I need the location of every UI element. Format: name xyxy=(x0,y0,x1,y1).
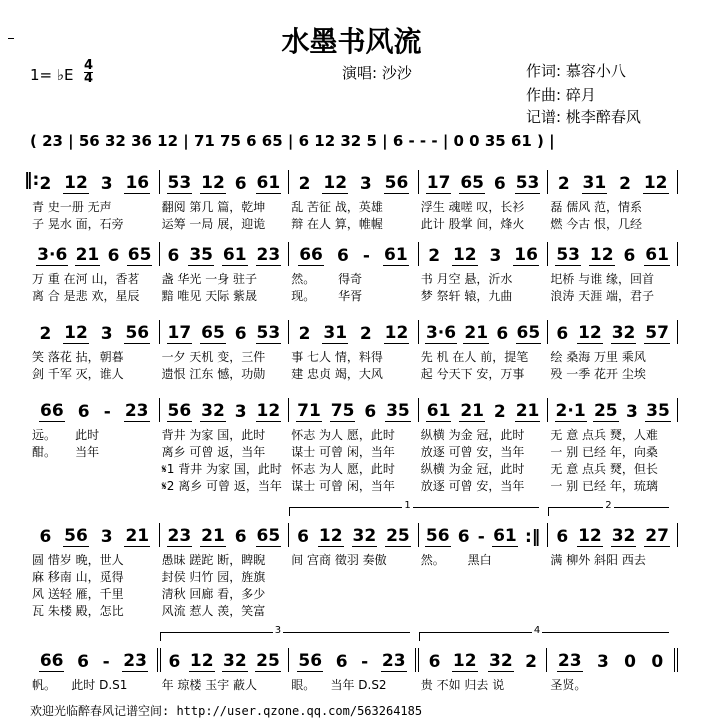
volta-number: 4 xyxy=(533,625,541,636)
lyric-cell: 笑 落花 拈，朝暮 xyxy=(32,350,124,364)
note: 32 xyxy=(611,323,636,343)
measure xyxy=(30,398,160,422)
note: 12 xyxy=(452,245,477,265)
composer-credit: 作曲: 碎月 xyxy=(526,86,596,104)
repeat-start-sign: ‖: xyxy=(24,170,40,190)
lyric-line xyxy=(30,585,678,602)
note: 6 xyxy=(77,652,89,672)
lyric-line xyxy=(30,676,678,693)
note: 17 xyxy=(426,173,451,193)
lyric-cell: 封侯 归竹 园，旌旗 xyxy=(161,570,266,584)
note: 21 xyxy=(515,401,540,421)
measure xyxy=(289,523,419,547)
time-signature xyxy=(84,60,93,85)
volta-number: 1 xyxy=(404,500,411,511)
note: 66 xyxy=(40,401,64,421)
note: 12 xyxy=(64,173,88,193)
score-system xyxy=(30,500,678,619)
note: 2 xyxy=(525,652,537,672)
lyric-cell: 一 别 已经 年，向桑 xyxy=(550,445,658,459)
note: 61 xyxy=(493,526,517,546)
volta-bracket xyxy=(160,625,410,641)
lyricist-credit: 作词: 慕容小八 xyxy=(526,62,626,80)
lyric-cell: 眼。 当年 D.S2 xyxy=(291,678,387,692)
note: 3 xyxy=(100,324,113,344)
lyric-cell: 遗恨 江东 憾，功勋 xyxy=(161,367,266,381)
measure xyxy=(548,398,678,422)
note: 32 xyxy=(223,651,247,671)
footer-link-text: 欢迎光临醉春风记谱空间: http://user.qzone.qq.com/563264185 xyxy=(30,704,423,718)
note: 3 xyxy=(234,402,247,422)
note: 6 xyxy=(428,652,441,672)
note: 2 xyxy=(557,174,570,194)
lyric-cell: 贵 不如 归去 说 xyxy=(420,678,505,692)
note: 12 xyxy=(578,526,602,546)
note: - xyxy=(361,652,369,672)
lyric-cell: 放逐 可曾 安，当年 xyxy=(420,445,525,459)
note: 6 xyxy=(167,246,180,266)
lyric-cell: 建 忠贞 竭，大风 xyxy=(291,367,383,381)
note: 25 xyxy=(256,651,280,671)
note: 32 xyxy=(489,651,513,671)
note: 56 xyxy=(425,526,450,546)
note: 23 xyxy=(381,651,406,671)
note: 3 xyxy=(625,402,638,422)
note: 56 xyxy=(64,526,88,546)
lyric-cell: 𝄋2 离乡 可曾 返，当年 xyxy=(161,479,282,493)
note: 12 xyxy=(201,173,225,193)
note: 12 xyxy=(256,401,281,421)
note: 61 xyxy=(222,245,247,265)
lyric-cell: 纵横 为金 冠，此时 xyxy=(420,462,525,476)
note: 57 xyxy=(645,323,669,343)
note: 35 xyxy=(189,245,213,265)
lyric-line xyxy=(30,460,678,477)
volta-bracket xyxy=(419,625,669,641)
note: 2 xyxy=(428,246,441,266)
lyric-cell: 梦 祭轩 辕，九曲 xyxy=(420,289,513,303)
lyric-line xyxy=(30,443,678,460)
note: 53 xyxy=(515,173,540,193)
measure xyxy=(160,242,290,266)
note: 0 xyxy=(651,652,664,672)
volta-number: 2 xyxy=(605,500,612,511)
volta-bracket xyxy=(289,500,539,516)
lyric-cell: 一 别 已经 年，琉璃 xyxy=(550,479,658,493)
measure xyxy=(289,242,419,266)
lyric-line xyxy=(30,348,678,365)
note: 21 xyxy=(201,526,225,546)
measure xyxy=(548,170,678,194)
measure xyxy=(30,242,160,266)
lyric-cell: 无 意 点兵 燹，但长 xyxy=(550,462,658,476)
lyric-cell: 燃 今古 恨，几经 xyxy=(550,217,643,231)
note: 6 xyxy=(335,652,348,672)
note: 3·6 xyxy=(425,323,457,343)
lyric-line xyxy=(30,426,678,443)
note: 0 xyxy=(624,652,637,672)
lyric-line xyxy=(30,198,678,215)
note: 2 xyxy=(298,174,311,194)
measure xyxy=(419,523,549,547)
note: 53 xyxy=(256,323,281,343)
measure xyxy=(160,398,290,422)
note: 12 xyxy=(318,526,343,546)
notes-row xyxy=(30,240,678,266)
note: 66 xyxy=(39,651,64,671)
note: 6 xyxy=(623,246,636,266)
measure xyxy=(419,242,549,266)
volta-bracket xyxy=(548,500,669,516)
lyric-cell: 瓦 朱楼 殿，怎比 xyxy=(32,604,124,618)
intro-line: ( 23 | 56 32 36 12 | 71 75 6 65 | 6 12 32 5 | 6 - - - | 0 0 35 61 ) | xyxy=(30,132,555,150)
note: 2 xyxy=(493,402,506,422)
lyric-cell: 剑 千军 灭，谁人 xyxy=(32,367,124,381)
lyric-cell: 子 晃水 面，石旁 xyxy=(32,217,124,231)
note: 6 xyxy=(168,652,181,672)
lyric-cell: 先 机 在人 前，提笔 xyxy=(420,350,529,364)
note: 32 xyxy=(611,526,636,546)
notes-row xyxy=(30,396,678,422)
note: 12 xyxy=(452,651,477,671)
notes-row xyxy=(30,521,678,547)
measure xyxy=(30,170,160,194)
note: 12 xyxy=(578,323,602,343)
note: 65 xyxy=(256,526,281,546)
note: 3·6 xyxy=(37,245,68,265)
note: 2 xyxy=(619,174,631,194)
note: 2 xyxy=(298,324,311,344)
score-system xyxy=(30,318,678,382)
volta-number: 3 xyxy=(274,625,282,636)
lyric-cell: 翻阅 第几 篇，乾坤 xyxy=(161,200,266,214)
lyric-cell: 𝄋1 背井 为家 国，此时 xyxy=(161,462,282,476)
note: 75 xyxy=(330,401,355,421)
note: 65 xyxy=(460,173,484,193)
note: 27 xyxy=(645,526,669,546)
measure xyxy=(160,320,290,344)
lyric-cell: 黯 唯见 天际 紫晟 xyxy=(161,289,258,303)
lyric-cell: 无 意 点兵 燹，人难 xyxy=(550,428,658,442)
note: 6 xyxy=(297,527,309,547)
measure xyxy=(160,523,290,547)
note: 65 xyxy=(201,323,225,343)
lyric-cell: 浪涛 天涯 端，君子 xyxy=(550,289,655,303)
lyric-cell: 谋士 可曾 闲，当年 xyxy=(291,445,395,459)
lyric-cell: 背井 为家 国，此时 xyxy=(161,428,266,442)
lyric-cell: 愚昧 蹉跎 断，睥睨 xyxy=(161,553,266,567)
lyric-cell: 青 史一册 无声 xyxy=(32,200,112,214)
lyric-cell: 满 柳外 斜阳 西去 xyxy=(550,553,646,567)
lyric-cell: 麻 移南 山，觅得 xyxy=(32,570,124,584)
score-system xyxy=(30,240,678,304)
lyric-cell: 一夕 天机 变，三件 xyxy=(161,350,266,364)
note: 3 xyxy=(489,246,502,266)
note: 6 xyxy=(77,402,90,422)
measure xyxy=(548,242,678,266)
lyric-cell: 帆。 此时 D.S1 xyxy=(32,678,128,692)
note: 31 xyxy=(582,173,607,193)
lyric-cell: 绘 桑海 万里 乘风 xyxy=(550,350,646,364)
note: 32 xyxy=(201,401,225,421)
lyric-cell: 怀志 为人 愿，此时 xyxy=(291,462,395,476)
note: 21 xyxy=(464,323,489,343)
measure xyxy=(289,170,419,194)
note: 17 xyxy=(167,323,192,343)
note: 23 xyxy=(557,651,582,671)
measure xyxy=(30,523,160,547)
lyric-cell: 此计 股掌 间，烽火 xyxy=(420,217,525,231)
lyric-cell: 浮生 魂嗟 叹，长衫 xyxy=(420,200,525,214)
note: 23 xyxy=(256,245,281,265)
lyric-cell: 谋士 可曾 闲，当年 xyxy=(291,479,395,493)
lyric-line xyxy=(30,602,678,619)
note: 25 xyxy=(386,526,410,546)
measure xyxy=(548,320,678,344)
lyric-cell: 圣贤。 xyxy=(550,678,587,692)
note: 6 xyxy=(234,324,247,344)
lyric-cell: 怀志 为人 愿，此时 xyxy=(291,428,395,442)
note: 71 xyxy=(297,401,321,421)
lyric-cell: 万 重 在河 山，香茗 xyxy=(32,272,140,286)
lyric-cell: 纵横 为金 冠，此时 xyxy=(420,428,525,442)
note: - xyxy=(103,402,111,422)
note: 6 xyxy=(364,402,377,422)
note: - xyxy=(477,527,485,547)
measure xyxy=(548,523,678,547)
measure xyxy=(419,170,549,194)
note: :‖ xyxy=(524,527,541,547)
note: 6 xyxy=(457,527,470,547)
measure xyxy=(547,648,678,672)
note: 56 xyxy=(384,173,409,193)
note: 21 xyxy=(460,401,484,421)
lyric-line xyxy=(30,365,678,382)
note: 12 xyxy=(189,651,214,671)
lyric-cell: 起 兮天下 安，万事 xyxy=(420,367,525,381)
note: 12 xyxy=(643,173,668,193)
note: 53 xyxy=(556,245,580,265)
note: 12 xyxy=(384,323,409,343)
note: 2·1 xyxy=(555,401,586,421)
note: 61 xyxy=(645,245,669,265)
note: 61 xyxy=(426,401,451,421)
note: 53 xyxy=(167,173,192,193)
lyric-cell: 书 月空 悬，沂水 xyxy=(420,272,513,286)
lyric-cell: 酣。 当年 xyxy=(32,445,100,459)
lyric-cell: 放逐 可曾 安，当年 xyxy=(420,479,525,493)
note: 3 xyxy=(596,652,609,672)
lyric-cell: 离乡 可曾 返，当年 xyxy=(161,445,266,459)
note: 16 xyxy=(514,245,538,265)
lyric-cell: 风流 惹人 羡，笑富 xyxy=(161,604,266,618)
lyric-line xyxy=(30,215,678,232)
note: 23 xyxy=(124,401,149,421)
score-system xyxy=(30,396,678,494)
key-signature: 1= ♭E xyxy=(30,66,74,84)
note: 66 xyxy=(299,245,323,265)
score-system xyxy=(30,625,678,693)
lyric-cell: 磊 儒风 范，情系 xyxy=(550,200,643,214)
transcriber-credit: 记谱: 桃李醉春风 xyxy=(526,108,641,126)
lyric-line xyxy=(30,270,678,287)
note: 6 xyxy=(496,324,509,344)
measure xyxy=(30,320,160,344)
note: 6 xyxy=(556,527,569,547)
note: 56 xyxy=(298,651,323,671)
note: 56 xyxy=(125,323,150,343)
note: - xyxy=(102,652,110,672)
lyric-cell: 圯桥 与谁 缘，回首 xyxy=(550,272,655,286)
notes-row xyxy=(30,168,678,194)
measure xyxy=(419,398,549,422)
lyric-line xyxy=(30,551,678,568)
lyric-cell: 事 七人 情，料得 xyxy=(291,350,383,364)
notes-row xyxy=(30,318,678,344)
lyric-cell: 间 宫商 徵羽 奏傲 xyxy=(291,553,387,567)
lyric-cell: 离 合 是悲 欢，星辰 xyxy=(32,289,140,303)
note: 6 xyxy=(493,174,506,194)
note: 2 xyxy=(39,324,52,344)
note: 6 xyxy=(107,246,120,266)
lyric-cell: 乱 苦征 战，英雄 xyxy=(291,200,383,214)
note: 21 xyxy=(125,526,150,546)
song-title: 水墨书风流 xyxy=(281,25,422,58)
lyric-cell: 清秋 回廊 看，多少 xyxy=(161,587,266,601)
lyric-cell: 盏 华光 一身 驻子 xyxy=(161,272,258,286)
note: 56 xyxy=(167,401,192,421)
singer-credit: 演唱: 沙沙 xyxy=(342,64,412,82)
lyric-cell: 风 送轻 雁，千里 xyxy=(32,587,124,601)
note: 23 xyxy=(123,651,147,671)
note: 35 xyxy=(386,401,410,421)
note: 2 xyxy=(39,174,52,194)
note: 12 xyxy=(589,245,614,265)
measure xyxy=(419,648,547,672)
lyric-cell: 殁 一季 花开 尘埃 xyxy=(550,367,646,381)
lyric-cell: 然。 黑白 xyxy=(420,553,492,567)
score-system xyxy=(24,168,678,232)
note: 6 xyxy=(336,246,349,266)
note: 31 xyxy=(323,323,348,343)
measure xyxy=(289,320,419,344)
note: 32 xyxy=(352,526,377,546)
lyric-cell: 圆 惜岁 晚，世人 xyxy=(32,553,124,567)
note: 6 xyxy=(234,174,247,194)
note: 65 xyxy=(516,323,541,343)
note: 23 xyxy=(167,526,192,546)
note: 25 xyxy=(593,401,618,421)
note: 6 xyxy=(556,324,569,344)
note: - xyxy=(362,246,370,266)
measure xyxy=(160,170,290,194)
lyric-cell: 年 琼楼 玉宇 蔽人 xyxy=(161,678,258,692)
note: 3 xyxy=(359,174,372,194)
note: 35 xyxy=(646,401,670,421)
note: 61 xyxy=(384,245,408,265)
lyric-cell: 远。 此时 xyxy=(32,428,100,442)
note: 12 xyxy=(64,323,88,343)
measure xyxy=(419,320,549,344)
lyric-cell: 辩 在人 算，帷幄 xyxy=(291,217,383,231)
note: 2 xyxy=(359,324,372,344)
measure xyxy=(161,648,289,672)
lyric-line xyxy=(30,287,678,304)
lyric-cell: 然。 得奇 xyxy=(291,272,363,286)
note: 65 xyxy=(127,245,152,265)
note: 6 xyxy=(39,527,52,547)
note: 6 xyxy=(234,527,247,547)
measure xyxy=(30,648,161,672)
note: 16 xyxy=(125,173,150,193)
lyric-cell: 运筹 一局 展，迎诡 xyxy=(161,217,266,231)
lyric-cell: 现。 华胥 xyxy=(291,289,363,303)
note: 12 xyxy=(323,173,348,193)
note: 21 xyxy=(75,245,100,265)
measure xyxy=(289,648,420,672)
note: 3 xyxy=(100,174,113,194)
lyric-line xyxy=(30,477,678,494)
measure xyxy=(289,398,419,422)
lyric-line xyxy=(30,568,678,585)
time-bottom: 4 xyxy=(84,71,94,86)
note: 3 xyxy=(100,527,113,547)
notes-row xyxy=(30,646,678,672)
note: 61 xyxy=(256,173,281,193)
time-top: 4 xyxy=(84,58,94,73)
